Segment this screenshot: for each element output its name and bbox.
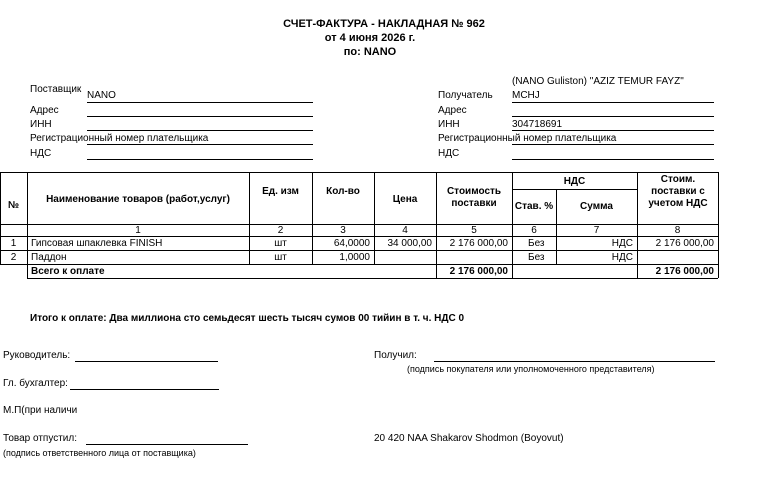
row-unit: шт	[274, 252, 287, 263]
receiver-address-line	[512, 116, 714, 117]
row-total: 2 176 000,00	[655, 238, 714, 249]
received-label: Получил:	[374, 350, 417, 361]
receiver-nds-label: НДС	[438, 148, 460, 159]
col-header-nds: НДС	[563, 176, 586, 187]
receiver-name-line1: (NANO Guliston) "AZIZ TEMUR FAYZ"	[512, 76, 684, 87]
col-header-total-cost: Стоим. поставки с учетом НДС	[648, 174, 708, 209]
row-qty: 64,0000	[333, 238, 370, 249]
supplier-reg-line	[87, 144, 313, 145]
invoice-title: СЧЕТ-ФАКТУРА - НАКЛАДНАЯ № 962	[283, 18, 485, 30]
row-qty: 1,0000	[339, 252, 370, 263]
supplier-name-line	[87, 102, 313, 103]
receiver-nds-line	[512, 159, 714, 160]
col-number-2: 2	[277, 225, 284, 236]
supplier-address-line	[87, 116, 313, 117]
supplier-label: Поставщик	[30, 84, 82, 95]
col-number-8: 8	[674, 225, 681, 236]
supplier-inn-label: ИНН	[30, 119, 52, 130]
supplier-nds-line	[87, 159, 313, 160]
row-rate: Без	[528, 238, 545, 249]
row-num: 1	[10, 238, 17, 249]
supplier-address-label: Адрес	[30, 105, 59, 116]
col-header-qty: Кол-во	[326, 186, 360, 197]
receiver-inn: 304718691	[512, 119, 563, 130]
col-number-1: 1	[135, 225, 141, 236]
total-cost: 2 176 000,00	[449, 266, 508, 277]
total-label: Всего к оплате	[31, 266, 105, 277]
col-header-price: Цена	[392, 194, 418, 205]
col-header-unit: Ед. изм	[262, 186, 299, 197]
row-unit: шт	[274, 238, 287, 249]
invoice-basis: по: NANO	[343, 46, 397, 58]
receiver-person: 20 420 NAA Shakarov Shodmon (Boyovut)	[374, 433, 564, 444]
col-header-rate: Став. %	[514, 201, 554, 212]
row-cost: 2 176 000,00	[449, 238, 508, 249]
col-number-5: 5	[471, 225, 477, 236]
released-label: Товар отпустил:	[3, 433, 77, 444]
row-rate: Без	[528, 252, 545, 263]
total-with-nds: 2 176 000,00	[655, 266, 714, 277]
director-label: Руководитель:	[3, 350, 71, 361]
row-sum: НДС	[611, 238, 633, 249]
receiver-label: Получатель	[438, 90, 493, 101]
receiver-address-label: Адрес	[438, 105, 467, 116]
accountant-signature-line	[70, 389, 219, 390]
row-num: 2	[10, 252, 17, 263]
col-number-3: 3	[340, 225, 346, 236]
row-price: 34 000,00	[387, 238, 432, 249]
invoice-date: от 4 июня 2026 г.	[324, 32, 416, 44]
row-name: Паддон	[31, 252, 67, 263]
supplier-reg-label: Регистрационный номер плательщика	[30, 133, 209, 144]
col-header-cost: Стоимость поставки	[446, 186, 502, 209]
receiver-name-line	[512, 102, 714, 103]
supplier-inn-line	[87, 130, 313, 131]
col-number-7: 7	[593, 225, 600, 236]
row-sum: НДС	[611, 252, 633, 263]
supplier-nds-label: НДС	[30, 148, 52, 159]
col-header-num: №	[7, 200, 20, 211]
released-note: (подпись ответственного лица от поставщика)	[3, 448, 196, 458]
total-in-words: Итого к оплате: Два миллиона сто семьдесят шесть тысяч сумов 00 тийин в т. ч. НДС 0	[30, 313, 465, 324]
receiver-reg-label: Регистрационный номер плательщика	[438, 133, 617, 144]
director-signature-line	[75, 361, 218, 362]
col-header-name: Наименование товаров (работ,услуг)	[46, 194, 230, 205]
receiver-inn-line	[512, 130, 714, 131]
col-number-4: 4	[402, 225, 408, 236]
col-number-6: 6	[531, 225, 537, 236]
accountant-label: Гл. бухгалтер:	[3, 378, 68, 389]
col-header-sum: Сумма	[580, 201, 613, 212]
released-signature-line	[86, 444, 248, 445]
supplier-name: NANO	[87, 90, 116, 101]
received-signature-line	[434, 361, 715, 362]
stamp-label: М.П(при наличи	[3, 405, 78, 416]
received-note: (подпись покупателя или уполномоченного представителя)	[407, 364, 655, 374]
receiver-name-line2: MCHJ	[512, 90, 540, 101]
receiver-inn-label: ИНН	[438, 119, 460, 130]
receiver-reg-line	[512, 144, 714, 145]
row-name: Гипсовая шпаклевка FINISH	[31, 238, 163, 249]
